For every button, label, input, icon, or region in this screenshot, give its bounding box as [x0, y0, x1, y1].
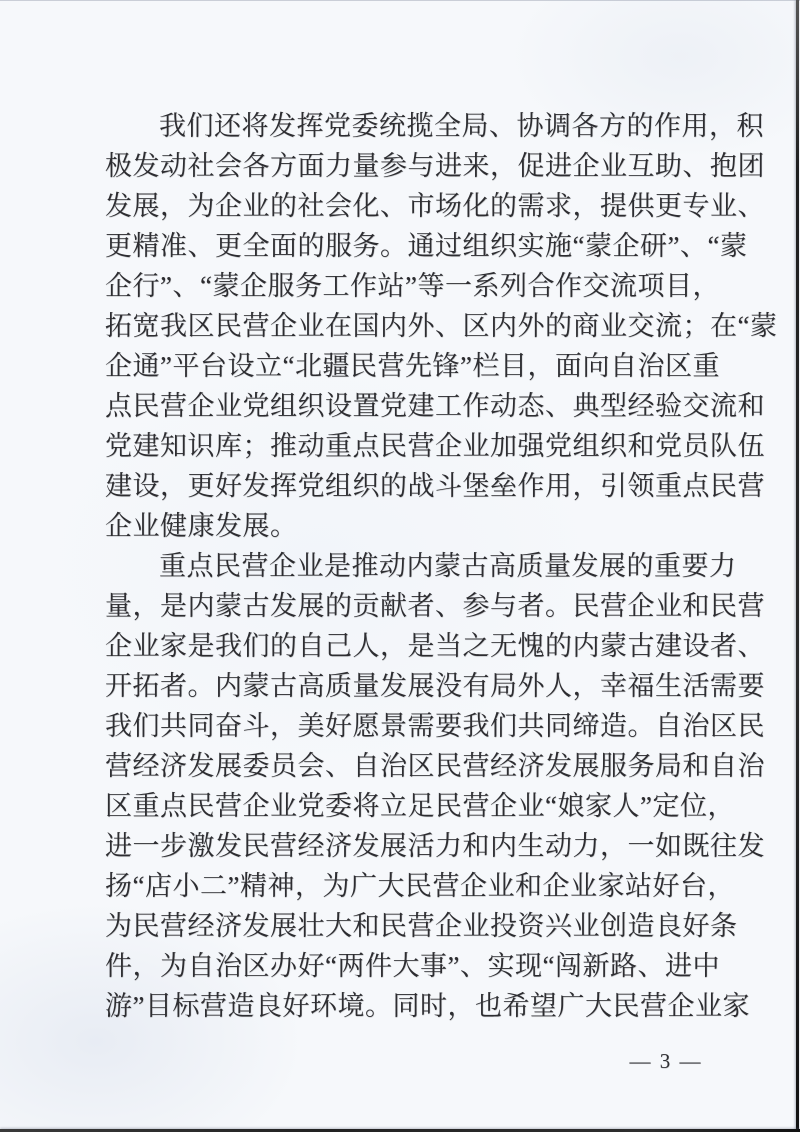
text-line: 为民营经济发展壮大和民营企业投资兴业创造良好条 — [105, 911, 738, 941]
scan-edge-right — [796, 0, 799, 1132]
text-line: 游”目标营造良好环境。同时，也希望广大民营企业家 — [105, 991, 750, 1021]
text-line: 企通”平台设立“北疆民营先锋”栏目，面向自治区重 — [105, 351, 720, 381]
paragraph-2 — [105, 546, 765, 1026]
text-line: 点民营企业党组织设置党建工作动态、典型经验交流和 — [105, 391, 765, 421]
text-line: 开拓者。内蒙古高质量发展没有局外人，幸福生活需要 — [105, 671, 765, 701]
text-line: 党建知识库；推动重点民营企业加强党组织和党员队伍 — [105, 431, 765, 461]
document-body — [105, 106, 778, 1026]
page-number: — 3 — — [629, 1049, 703, 1073]
text-line: 建设，更好发挥党组织的战斗堡垒作用，引领重点民营 — [105, 471, 765, 501]
text-line: 件，为自治区办好“两件大事”、实现“闯新路、进中 — [105, 951, 720, 981]
text-line: 企业健康发展。 — [105, 511, 298, 541]
text-line: 企业家是我们的自己人，是当之无愧的内蒙古建设者、 — [105, 631, 765, 661]
text-line: 重点民营企业是推动内蒙古高质量发展的重要力 — [159, 551, 737, 581]
scan-edge-top — [0, 0, 800, 1]
text-line: 区重点民营企业党委将立足民营企业“娘家人”定位， — [105, 791, 735, 821]
text-line: 企行”、“蒙企服务工作站”等一系列合作交流项目， — [105, 271, 720, 301]
text-line: 拓宽我区民营企业在国内外、区内外的商业交流；在“蒙 — [105, 311, 778, 341]
text-line: 营经济发展委员会、自治区民营经济发展服务局和自治 — [105, 751, 765, 781]
text-line: 扬“店小二”精神，为广大民营企业和企业家站好台， — [105, 871, 735, 901]
text-line: 量，是内蒙古发展的贡献者、参与者。民营企业和民营 — [105, 591, 765, 621]
paragraph-1 — [105, 106, 778, 546]
text-line: 极发动社会各方面力量参与进来，促进企业互助、抱团 — [105, 151, 765, 181]
text-line: 我们还将发挥党委统揽全局、协调各方的作用，积 — [159, 111, 764, 141]
text-line: 进一步激发民营经济发展活力和内生动力，一如既往发 — [105, 831, 765, 861]
text-line: 更精准、更全面的服务。通过组织实施“蒙企研”、“蒙 — [105, 231, 748, 261]
text-line: 我们共同奋斗，美好愿景需要我们共同缔造。自治区民 — [105, 711, 765, 741]
text-line: 发展，为企业的社会化、市场化的需求，提供更专业、 — [105, 191, 765, 221]
